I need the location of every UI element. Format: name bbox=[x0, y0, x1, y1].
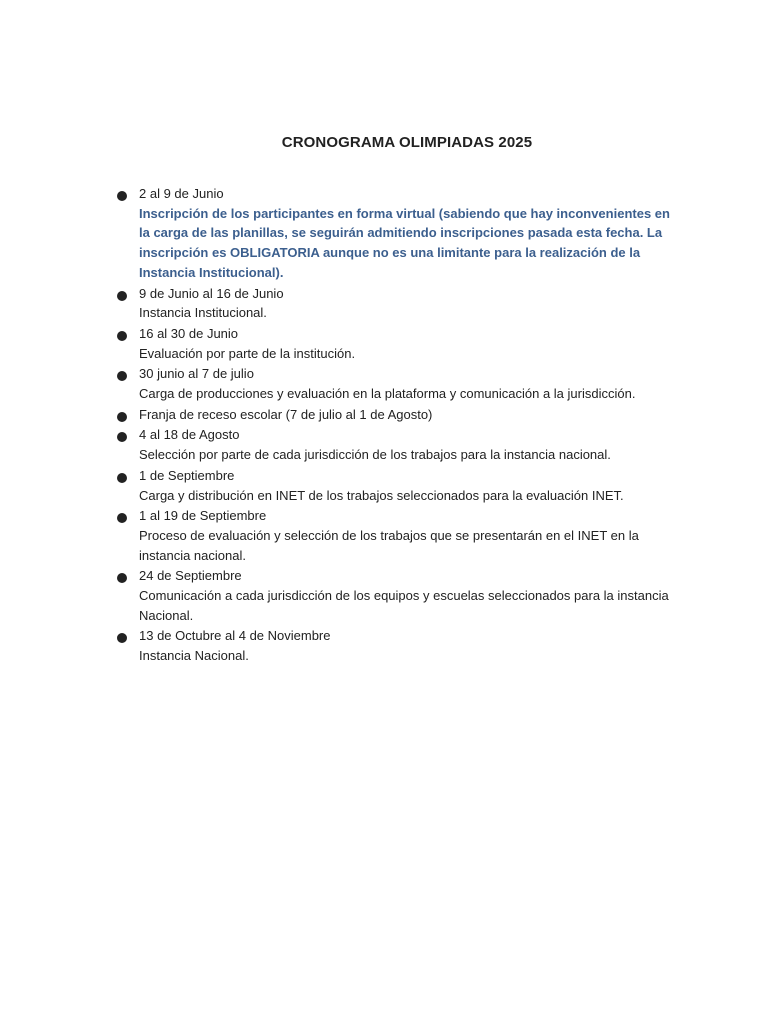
item-description: Carga y distribución en INET de los trabajos seleccionados para la evaluación INET. bbox=[139, 487, 624, 503]
item-date: 1 de Septiembre bbox=[139, 467, 235, 483]
bullet-icon bbox=[117, 412, 127, 422]
item-description: Selección por parte de cada jurisdicción de los trabajos para la instancia nacional. bbox=[139, 447, 611, 463]
item-date: 24 de Septiembre bbox=[139, 568, 242, 584]
schedule-item bbox=[139, 626, 674, 665]
item-date: 13 de Octubre al 4 de Noviembre bbox=[139, 628, 331, 644]
schedule-list bbox=[139, 184, 674, 666]
item-date: 1 al 19 de Septiembre bbox=[139, 508, 267, 524]
schedule-item bbox=[139, 425, 674, 464]
item-description: Evaluación por parte de la institución. bbox=[139, 345, 356, 361]
bullet-icon bbox=[117, 331, 127, 341]
schedule-item bbox=[139, 566, 674, 625]
document-title: CRONOGRAMA OLIMPIADAS 2025 bbox=[281, 134, 533, 151]
schedule-item bbox=[139, 506, 674, 565]
schedule-item bbox=[139, 324, 674, 363]
bullet-icon bbox=[117, 291, 127, 301]
item-description: Instancia Nacional. bbox=[139, 648, 249, 664]
item-description: Proceso de evaluación y selección de los trabajos que se presentarán en el INET en la instancia nacional. bbox=[139, 527, 639, 563]
item-description: Comunicación a cada jurisdicción de los equipos y escuelas seleccionados para la instancia Nacional. bbox=[139, 588, 669, 623]
item-description: Carga de producciones y evaluación en la plataforma y comunicación a la jurisdicción. bbox=[139, 386, 636, 402]
item-date: Franja de receso escolar (7 de julio al 1 de Agosto) bbox=[139, 406, 433, 422]
item-date: 16 al 30 de Junio bbox=[139, 325, 239, 341]
schedule-item bbox=[139, 184, 674, 283]
bullet-icon bbox=[117, 432, 127, 442]
bullet-icon bbox=[117, 371, 127, 381]
item-date: 2 al 9 de Junio bbox=[139, 186, 224, 201]
schedule-item bbox=[139, 364, 674, 403]
item-description: Inscripción de los participantes en forma virtual (sabiendo que hay inconvenientes en la carga de las planillas, se seguirán admitiendo inscripciones pasada esta fecha. La inscripción es OBLIGATORIA aunque no es una limitante para la realización de la Instancia Institucional). bbox=[139, 205, 670, 280]
item-description: Instancia Institucional. bbox=[139, 305, 267, 321]
bullet-icon bbox=[117, 191, 127, 201]
bullet-icon bbox=[117, 573, 127, 583]
bullet-icon bbox=[117, 513, 127, 523]
bullet-icon bbox=[117, 473, 127, 483]
bullet-icon bbox=[117, 633, 127, 643]
schedule-item bbox=[139, 466, 674, 505]
item-date: 9 de Junio al 16 de Junio bbox=[139, 285, 284, 301]
schedule-item bbox=[139, 405, 674, 425]
item-date: 4 al 18 de Agosto bbox=[139, 427, 240, 443]
schedule-item bbox=[139, 284, 674, 323]
item-date: 30 junio al 7 de julio bbox=[139, 366, 254, 382]
